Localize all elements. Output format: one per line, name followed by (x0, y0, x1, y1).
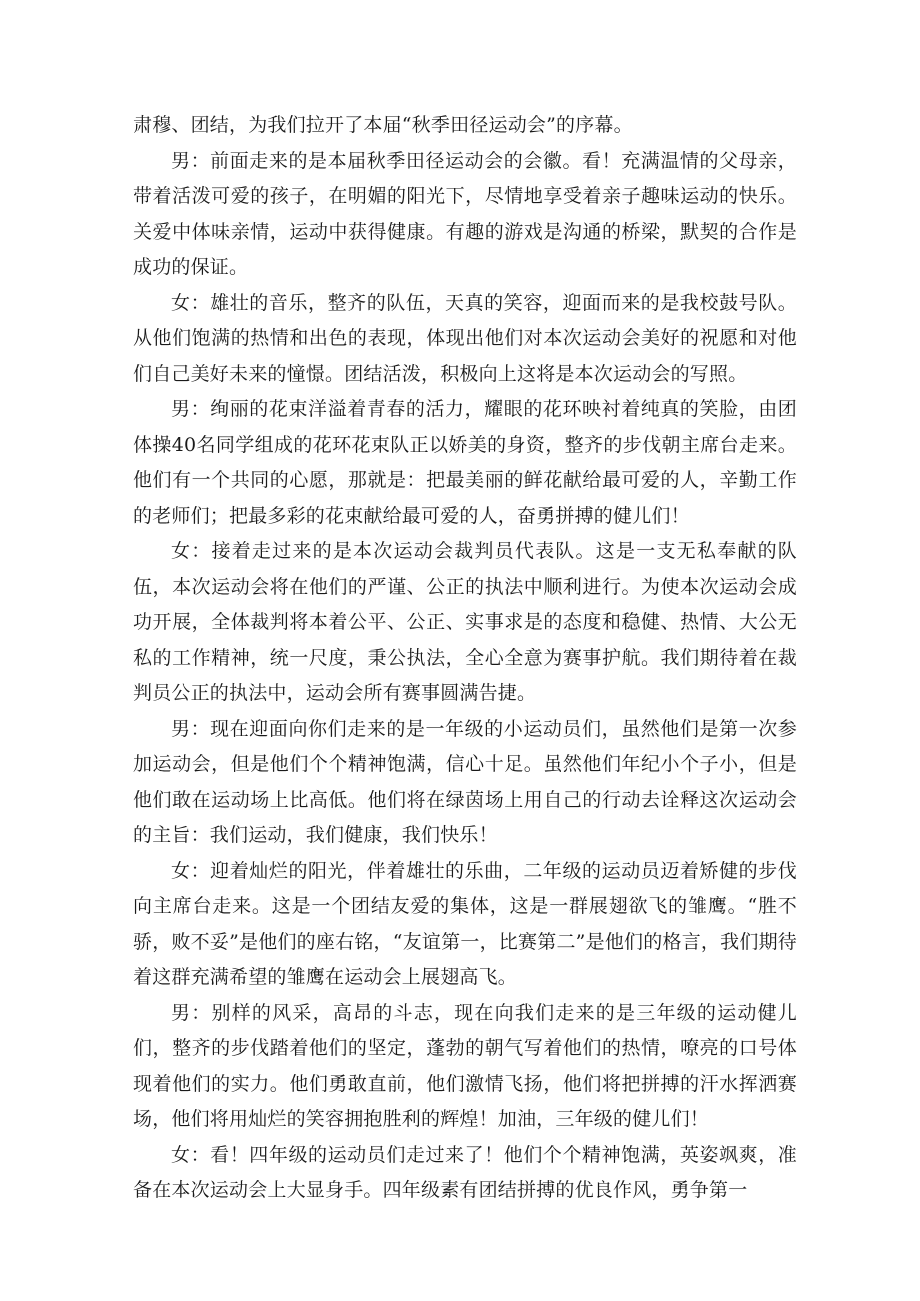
paragraph-flower-team: 男：绚丽的花束洋溢着青春的活力，耀眼的花环映衬着纯真的笑脸，由团体操40名同学组成的花环花束队正以娇美的身资，整齐的步伐朝主席台走来。他们有一个共同的心愿，那就是：把最美丽的鲜花献给最可爱的人，辛勤工作的老师们；把最多彩的花束献给最可爱的人，奋勇拼搏的健儿们！ (133, 398, 797, 527)
paragraph-opening-continuation: 肃穆、团结，为我们拉开了本届“秋季田径运动会”的序幕。 (133, 114, 633, 136)
document-body (133, 108, 797, 1209)
paragraph-grade-one: 男：现在迎面向你们走来的是一年级的小运动员们，虽然他们是第一次参加运动会，但是他们个个精神饱满，信心十足。虽然他们年纪小个子小，但是他们敢在运动场上比高低。他们将在绿茵场上用自己的行动去诠释这次运动会的主旨：我们运动，我们健康，我们快乐！ (133, 717, 797, 846)
paragraph-emblem: 男：前面走来的是本届秋季田径运动会的会徽。看！充满温情的父母亲，带着活泼可爱的孩子，在明媚的阳光下，尽情地享受着亲子趣味运动的快乐。关爱中体味亲情，运动中获得健康。有趣的游戏是沟通的桥梁，默契的合作是成功的保证。 (133, 149, 797, 278)
paragraph-drum-band: 女：雄壮的音乐，整齐的队伍，天真的笑容，迎面而来的是我校鼓号队。从他们饱满的热情和出色的表现，体现出他们对本次运动会美好的祝愿和对他们自己美好未来的憧憬。团结活泼，积极向上这将是本次运动会的写照。 (133, 291, 797, 385)
paragraph-grade-three: 男：别样的风采，高昂的斗志，现在向我们走来的是三年级的运动健儿们，整齐的步伐踏着他们的坚定，蓬勃的朝气写着他们的热情，嘹亮的口号体现着他们的实力。他们勇敢直前，他们激情飞扬，他们将把拼搏的汗水挥洒赛场，他们将用灿烂的笑容拥抱胜利的辉煌！加油，三年级的健儿们！ (133, 1001, 797, 1130)
paragraph-referees: 女：接着走过来的是本次运动会裁判员代表队。这是一支无私奉献的队伍，本次运动会将在他们的严谨、公正的执法中顺利进行。为使本次运动会成功开展，全体裁判将本着公平、公正、实事求是的态度和稳健、热情、大公无私的工作精神，统一尺度，秉公执法，全心全意为赛事护航。我们期待着在裁判员公正的执法中，运动会所有赛事圆满告捷。 (133, 540, 797, 704)
paragraph-grade-four: 女：看！四年级的运动员们走过来了！他们个个精神饱满，英姿飒爽，准备在本次运动会上大显身手。四年级素有团结拼搏的优良作风，勇争第一 (133, 1143, 797, 1201)
paragraph-grade-two: 女：迎着灿烂的阳光，伴着雄壮的乐曲，二年级的运动员迈着矫健的步伐向主席台走来。这是一个团结友爱的集体，这是一群展翅欲飞的雏鹰。“胜不骄，败不妥”是他们的座右铭，“友谊第一，比赛第二”是他们的格言，我们期待着这群充满希望的雏鹰在运动会上展翅高飞。 (133, 859, 797, 988)
